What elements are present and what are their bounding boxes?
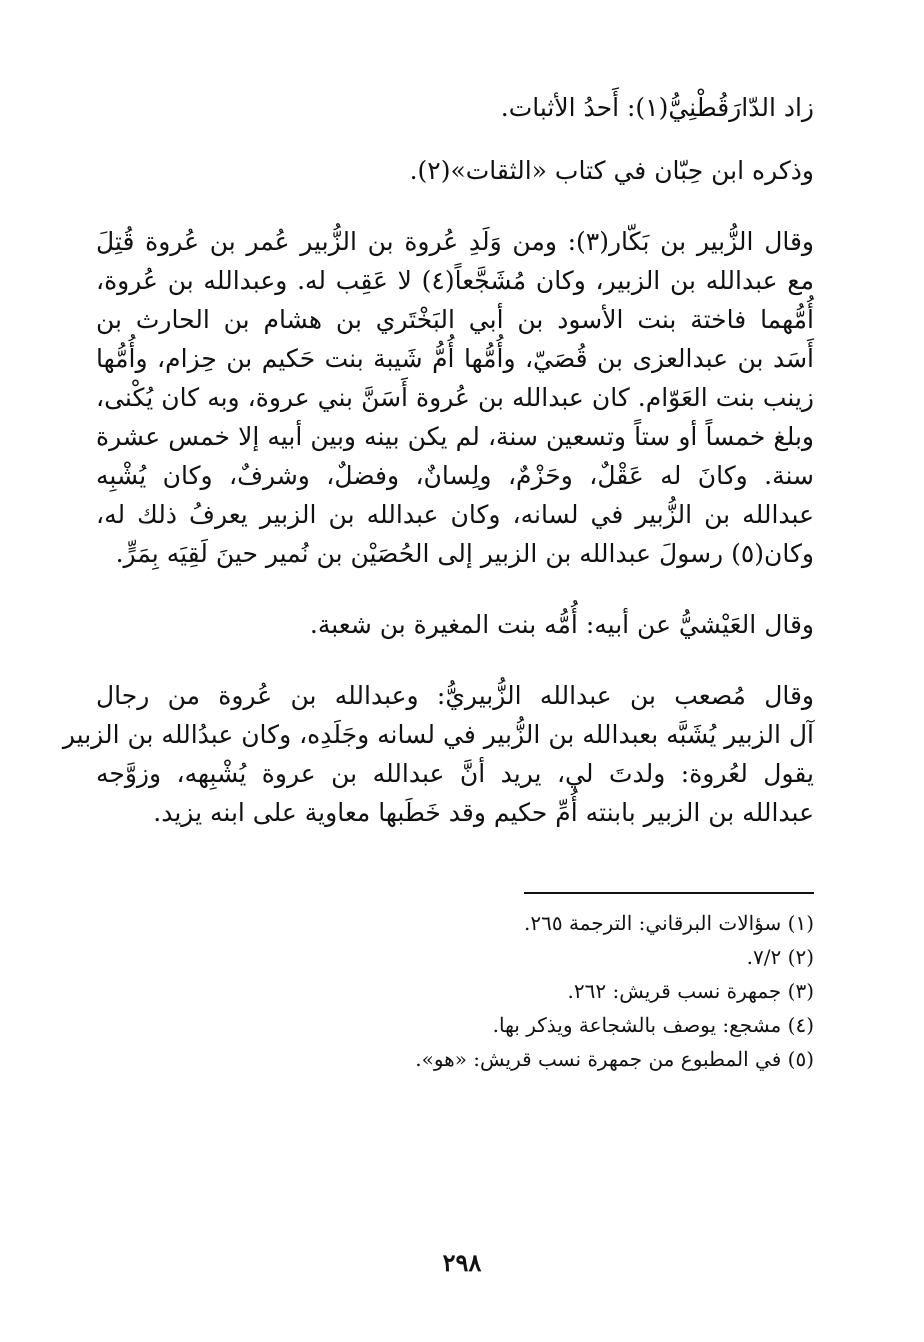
text-line: زينب بنت العَوّام. كان عبدالله بن عُروة أَسَنَّ بني عروة، وبه كان يُكْنى، <box>96 383 814 412</box>
footnote-1: (١) سؤالات البرقاني: الترجمة ٢٦٥. <box>524 911 814 935</box>
text-line: عبدالله بن الزُّبير في لسانه، وكان عبدالله بن الزبير يعرفُ ذلك له، <box>96 500 814 529</box>
text-line: أُمُّهما فاختة بنت الأسود بن أبي البَخْتَري بن هشام بن الحارث بن <box>96 305 814 334</box>
text-line: آل الزبير يُشَبَّه بعبدالله بن الزُّبير في لسانه وجَلَدِه، وكان عبدُالله بن الزبير <box>62 720 814 749</box>
text-line: أَسَد بن عبدالعزى بن قُصَيّ، وأُمُّها أُمُّ شَيبة بنت حَكيم بن حِزام، وأُمُّها <box>96 344 814 373</box>
text-line: وقال الزُّبير بن بَكّار(٣): ومن وَلَدِ عُروة بن الزُّبير عُمر بن عُروة قُتِلَ <box>96 227 814 256</box>
text-line: وكان(٥) رسولَ عبدالله بن الزبير إلى الحُصَيْن بن نُمير حينَ لَقِيَه بِمَرٍّ. <box>115 539 814 568</box>
page-number: ٢٩٨ <box>442 1248 482 1277</box>
footnote-2: (٢) ٧/٢. <box>746 945 814 969</box>
paragraph-ibn-hibban <box>96 151 814 190</box>
paragraph-daraqutni <box>96 88 814 127</box>
text-line: مع عبدالله بن الزبير، وكان مُشَجَّعاً(٤) لا عَقِب له. وعبدالله بن عُروة، <box>96 266 814 295</box>
text-line: سنة. وكانَ له عَقْلٌ، وحَزْمٌ، ولِسانٌ، وفضلٌ، وشرفٌ، وكان يُشْبِه <box>96 461 814 490</box>
text-line: وقال العَيْشيُّ عن أبيه: أُمُّه بنت المغيرة بن شعبة. <box>309 610 814 639</box>
text-line: وبلغ خمساً أو ستاً وتسعين سنة، لم يكن بينه وبين أبيه إلا خمس عشرة <box>96 422 814 451</box>
text-line: وذكره ابن حِبّان في كتاب «الثقات»(٢). <box>409 156 814 185</box>
footnotes <box>96 906 814 1076</box>
footnote-5: (٥) في المطبوع من جمهرة نسب قريش: «هو». <box>415 1047 814 1071</box>
paragraph-al-ayshi <box>96 605 814 644</box>
paragraph-zubayr-ibn-bakkar <box>96 222 814 573</box>
footnote-3: (٣) جمهرة نسب قريش: ٢٦٢. <box>567 979 814 1003</box>
text-line: زاد الدّارَقُطْنِيُّ(١): أَحدُ الأثبات. <box>500 93 814 122</box>
footnote-4: (٤) مشجع: يوصف بالشجاعة ويذكر بها. <box>492 1013 814 1037</box>
text-line: وقال مُصعب بن عبدالله الزُّبيريُّ: وعبدالله بن عُروة من رجال <box>96 681 814 710</box>
paragraph-musab <box>62 676 814 832</box>
text-line: يقول لعُروة: ولدتَ لي، يريد أنَّ عبدالله بن عروة يُشْبِهه، وزوَّجه <box>96 759 814 788</box>
text-line: عبدالله بن الزبير بابنته أُمِّ حكيم وقد خَطَبها معاوية على ابنه يزيد. <box>153 798 814 827</box>
footnote-separator <box>96 888 814 906</box>
